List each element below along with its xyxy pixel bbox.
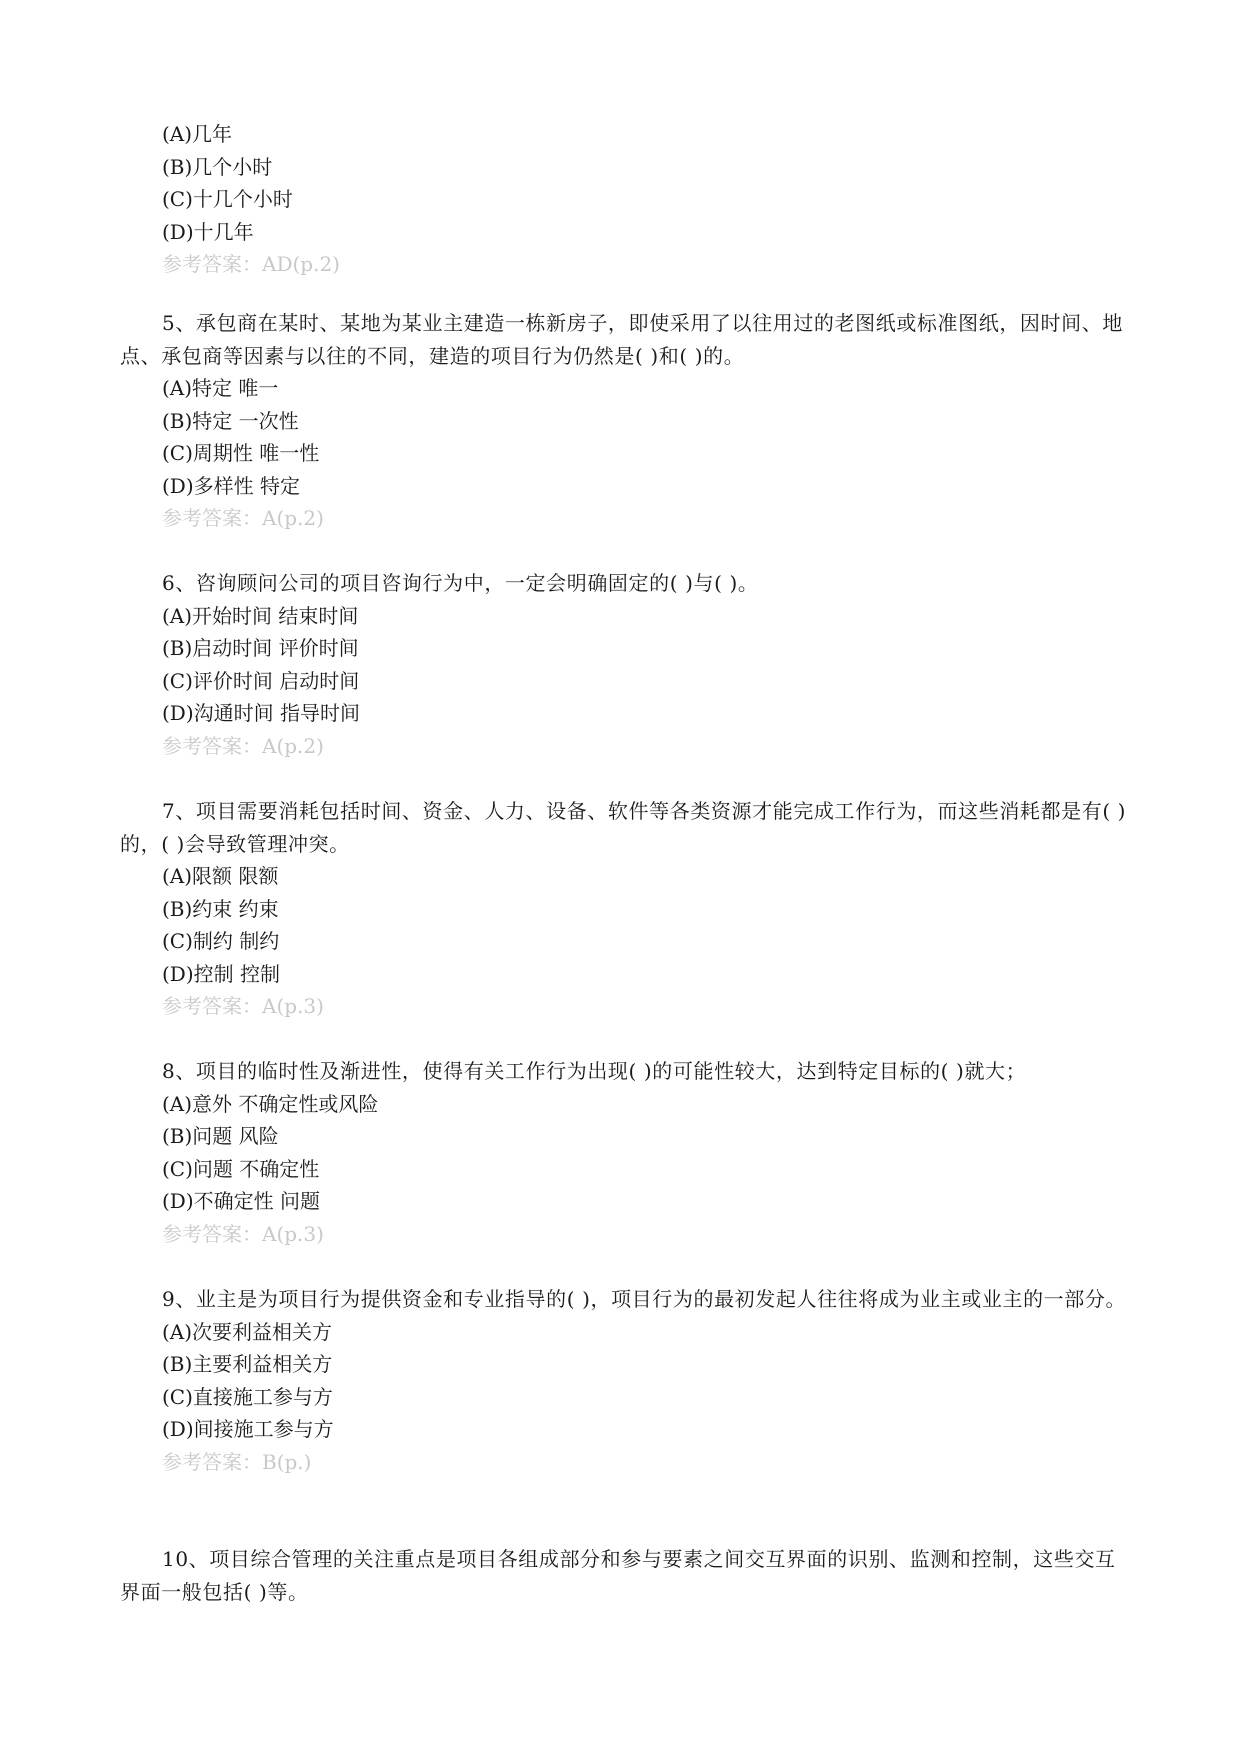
question-7 (120, 795, 1130, 1023)
option-a: (A)特定 唯一 (162, 376, 279, 400)
option-c: (C)制约 制约 (162, 929, 280, 953)
option-b: (B)启动时间 评价时间 (162, 636, 359, 660)
option-d: (D)不确定性 问题 (162, 1189, 320, 1213)
option-a: (A)几年 (162, 122, 233, 146)
option-a: (A)次要利益相关方 (162, 1319, 333, 1344)
option-b: (B)约束 约束 (162, 896, 279, 921)
option-b: (B)特定 一次性 (162, 408, 299, 433)
reference-answer: 参考答案：AD(p.2) (162, 252, 340, 276)
question-stem: 8、项目的临时性及渐进性，使得有关工作行为出现( )的可能性较大，达到特定目标的( )就大； (162, 1059, 1027, 1083)
option-b: (B)问题 风险 (162, 1124, 279, 1148)
question-6 (120, 567, 1130, 762)
option-a: (A)意外 不确定性或风险 (162, 1091, 379, 1116)
question-5 (120, 307, 1130, 535)
option-d: (D)多样性 特定 (162, 473, 300, 498)
reference-answer: 参考答案：B(p.) (162, 1449, 312, 1474)
option-a: (A)限额 限额 (162, 864, 279, 888)
option-c: (C)评价时间 启动时间 (162, 668, 360, 693)
reference-answer: 参考答案：A(p.3) (162, 1221, 324, 1246)
question-stem: 10、项目综合管理的关注重点是项目各组成部分和参与要素之间交互界面的识别、监测和控制，这些交互界面一般包括( )等。 (120, 1547, 1116, 1604)
question-4-tail (120, 118, 1130, 281)
option-b: (B)主要利益相关方 (162, 1352, 333, 1376)
reference-answer: 参考答案：A(p.2) (162, 506, 324, 530)
option-d: (D)控制 控制 (162, 961, 280, 986)
option-d: (D)间接施工参与方 (162, 1417, 334, 1441)
reference-answer: 参考答案：A(p.3) (162, 994, 324, 1018)
option-b: (B)几个小时 (162, 154, 273, 179)
option-d: (D)沟通时间 指导时间 (162, 701, 360, 725)
question-10 (120, 1543, 1130, 1608)
question-stem: 5、承包商在某时、某地为某业主建造一栋新房子，即使采用了以往用过的老图纸或标准图纸，因时间、地点、承包商等因素与以往的不同，建造的项目行为仍然是( )和( )的。 (120, 311, 1123, 368)
option-c: (C)周期性 唯一性 (162, 441, 320, 465)
option-c: (C)直接施工参与方 (162, 1384, 333, 1409)
question-stem: 9、业主是为项目行为提供资金和专业指导的( )，项目行为的最初发起人往往将成为业主或业主的一部分。 (162, 1287, 1127, 1311)
question-stem: 6、咨询顾问公司的项目咨询行为中，一定会明确固定的( )与( )。 (162, 571, 759, 595)
option-a: (A)开始时间 结束时间 (162, 603, 359, 628)
question-stem: 7、项目需要消耗包括时间、资金、人力、设备、软件等各类资源才能完成工作行为，而这些消耗都是有( )的，( )会导致管理冲突。 (120, 799, 1127, 856)
reference-answer: 参考答案：A(p.2) (162, 733, 324, 758)
option-c: (C)问题 不确定性 (162, 1156, 320, 1181)
option-c: (C)十几个小时 (162, 187, 293, 211)
option-d: (D)十几年 (162, 219, 254, 244)
question-9 (120, 1283, 1130, 1478)
question-8 (120, 1055, 1130, 1250)
